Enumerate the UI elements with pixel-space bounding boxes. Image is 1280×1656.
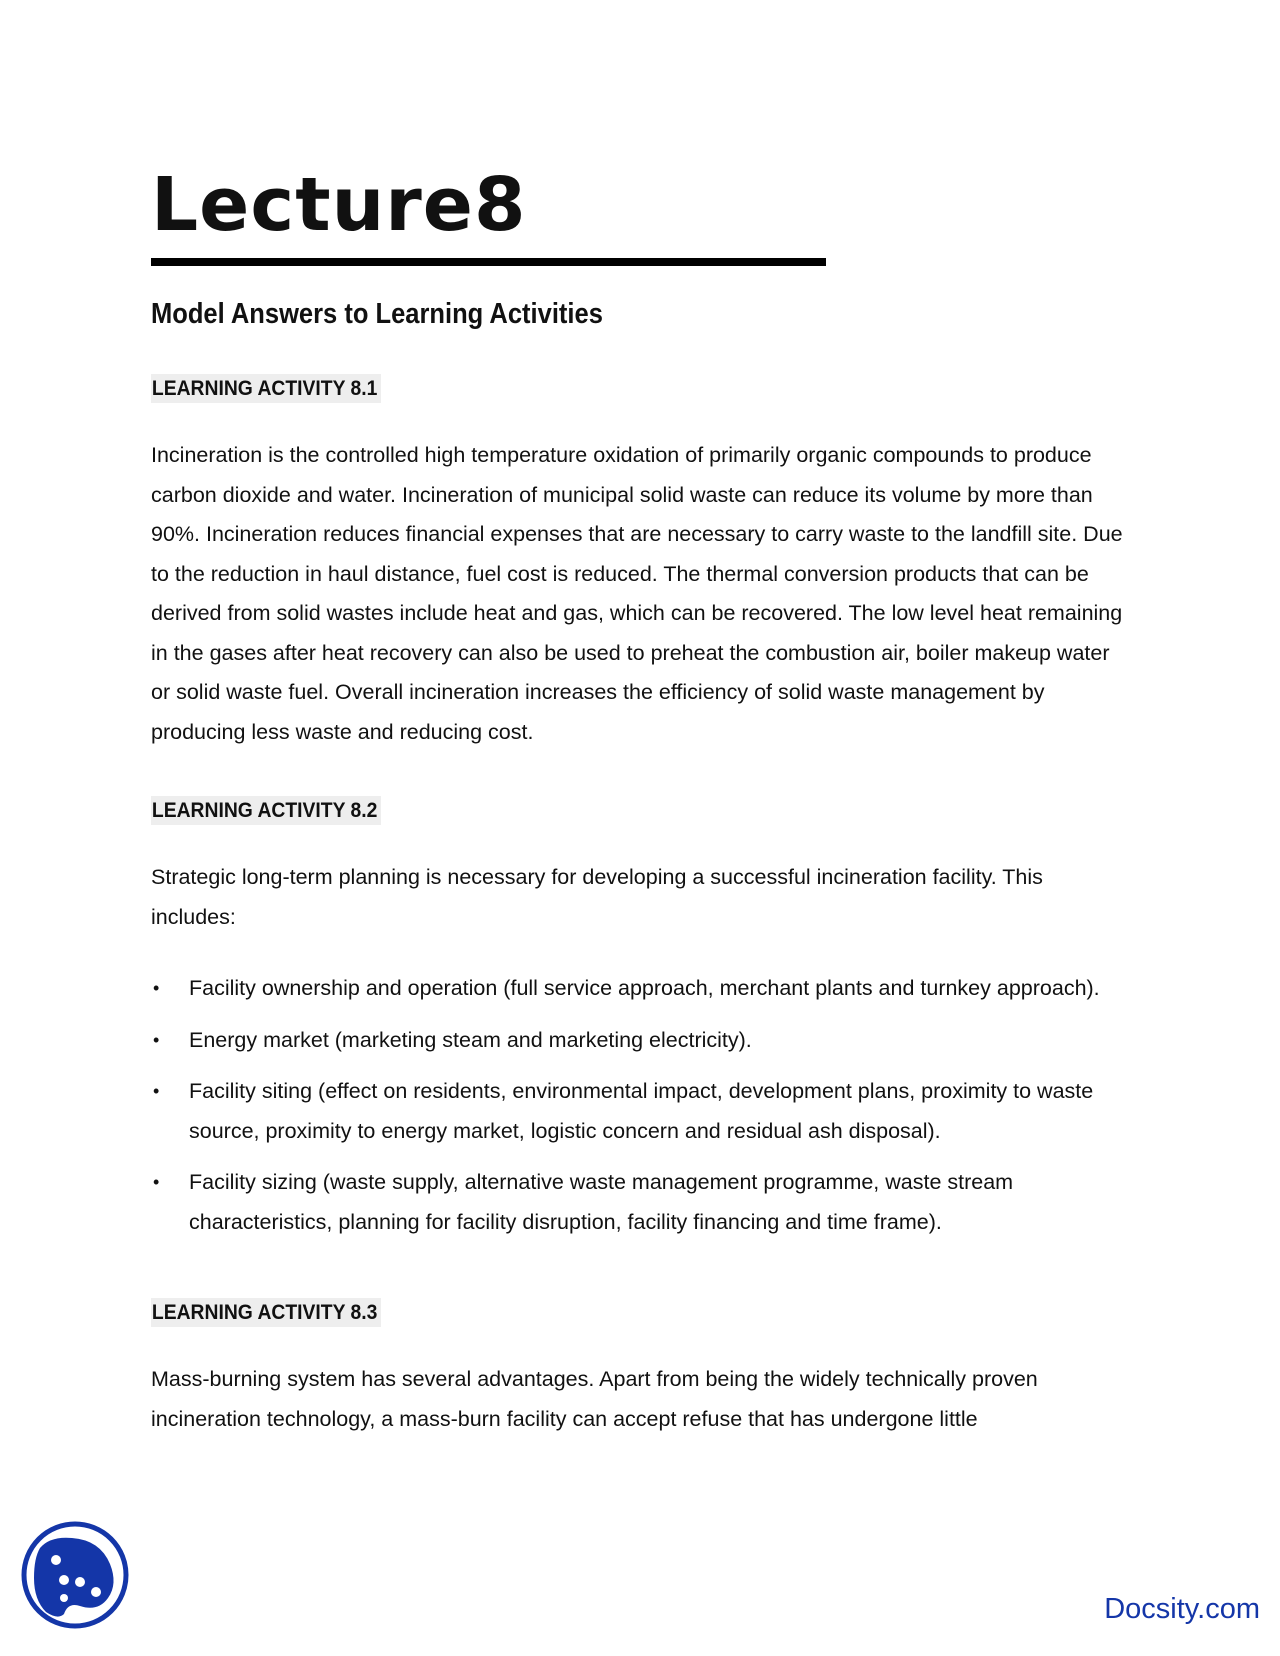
- list-item: [151, 1072, 1131, 1151]
- section-heading-8-1: LEARNING ACTIVITY 8.1: [151, 374, 381, 403]
- list-item-text: Energy market (marketing steam and marketing electricity).: [189, 1027, 752, 1052]
- section-8-3-paragraph: Mass-burning system has several advantages. Apart from being the widely technically proven incineration technology, a mass-burn facility can accept refuse that has undergone little: [151, 1367, 1038, 1431]
- bullet-icon: •: [153, 978, 160, 998]
- section-8-2-paragraph: Strategic long-term planning is necessary for developing a successful incineration facility. This includes:: [151, 865, 1043, 929]
- list-item-text: Facility siting (effect on residents, environmental impact, development plans, proximity to waste source, proximity to energy market, logistic concern and residual ash disposal).: [189, 1079, 1094, 1143]
- bullet-icon: •: [153, 1081, 160, 1101]
- brand-link[interactable]: Docsity.com: [1104, 1593, 1260, 1625]
- document-subtitle: Model Answers to Learning Activities: [151, 298, 603, 330]
- list-item: [151, 1163, 1131, 1242]
- docsity-logo-icon[interactable]: [20, 1520, 130, 1630]
- document-title: Lecture8: [151, 162, 527, 248]
- section-heading-8-3: LEARNING ACTIVITY 8.3: [151, 1298, 381, 1327]
- bullet-icon: •: [153, 1172, 160, 1192]
- bullet-icon: •: [153, 1029, 160, 1050]
- list-item-text: Facility sizing (waste supply, alternative waste management programme, waste stream characteristics, planning for facility disruption, facility financing and time frame).: [189, 1170, 1014, 1234]
- document-page: [151, 160, 1131, 1439]
- section-8-2-bullet-list: [151, 969, 1131, 1242]
- list-item: [151, 1021, 1131, 1061]
- list-item: [151, 969, 1131, 1009]
- section-8-1-paragraph: Incineration is the controlled high temperature oxidation of primarily organic compounds to produce carbon dioxide and water. Incineration of municipal solid waste can reduce its volume by more than 90%. Incineration reduces financial expenses that are necessary to carry waste to the landfill site. Due to the reduction in haul distance, fuel cost is reduced. The thermal conversion products that can be derived from solid wastes include heat and gas, which can be recovered. The low level heat remaining in the gases after heat recovery can also be used to preheat the combustion air, boiler makeup water or solid waste fuel. Overall incineration increases the efficiency of solid waste management by producing less waste and reducing cost.: [151, 443, 1123, 744]
- title-underline: [151, 258, 826, 266]
- section-heading-8-2: LEARNING ACTIVITY 8.2: [151, 796, 381, 825]
- list-item-text: Facility ownership and operation (full service approach, merchant plants and turnkey approach).: [189, 976, 1100, 1000]
